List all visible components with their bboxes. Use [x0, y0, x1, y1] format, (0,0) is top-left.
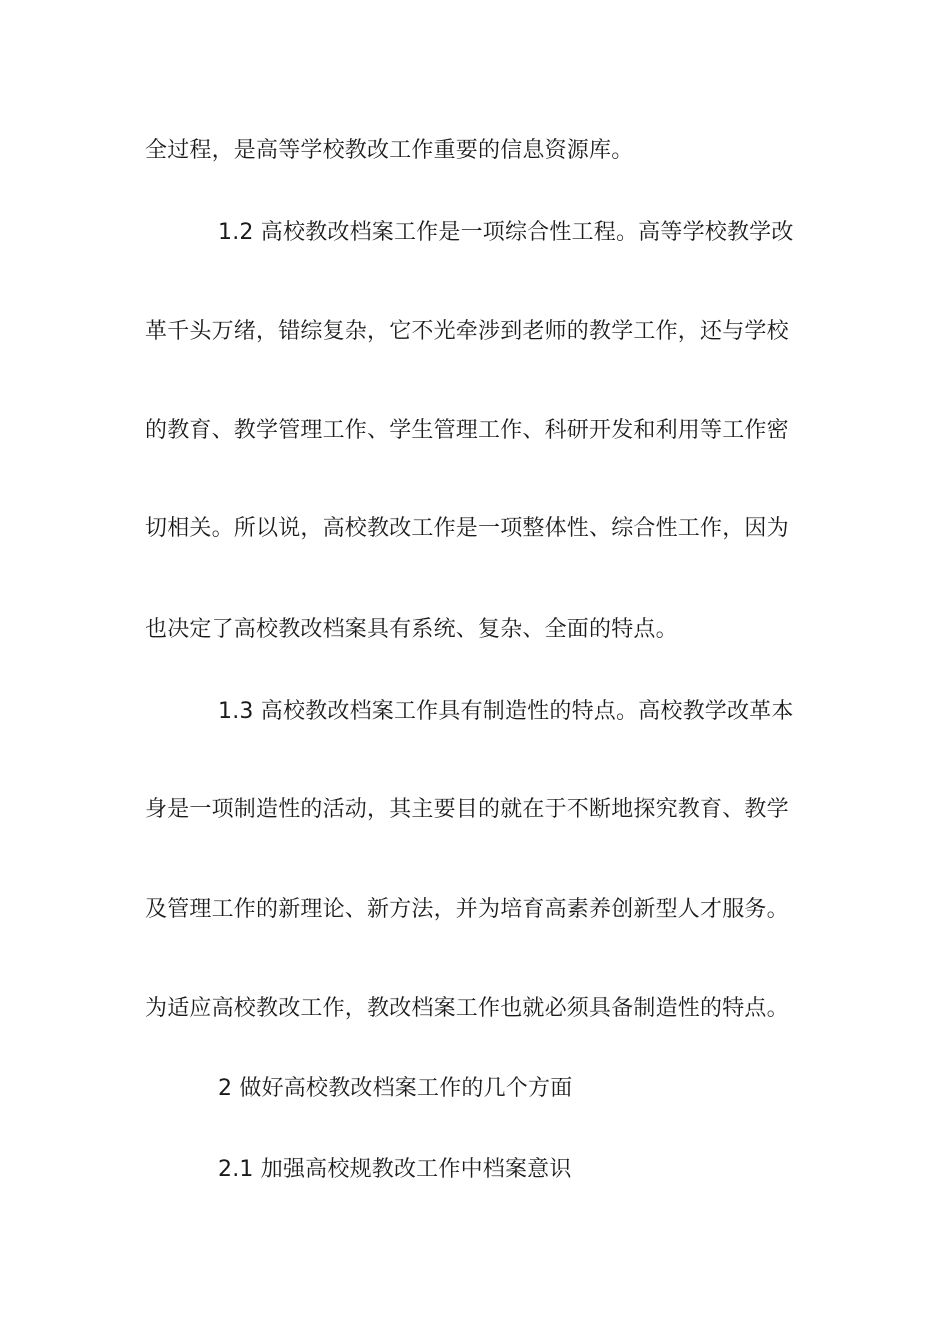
body-text-line: 全过程，是高等学校教改工作重要的信息资源库。 — [145, 138, 634, 163]
body-text-line: 切相关。所以说，高校教改工作是一项整体性、综合性工作，因为 — [145, 516, 789, 541]
body-text-line: 为适应高校教改工作，教改档案工作也就必须具备制造性的特点。 — [145, 996, 789, 1021]
body-text-line: 身是一项制造性的活动，其主要目的就在于不断地探究教育、教学 — [145, 797, 789, 822]
body-text-line: 及管理工作的新理论、新方法，并为培育高素养创新型人才服务。 — [145, 897, 789, 922]
section-1-3-heading-line: 1.3 高校教改档案工作具有制造性的特点。高校教学改革本 — [218, 699, 794, 724]
body-text-line: 革千头万绪，错综复杂，它不光牵涉到老师的教学工作，还与学校 — [145, 319, 789, 344]
section-2-heading: 2 做好高校教改档案工作的几个方面 — [218, 1076, 573, 1101]
section-2-1-heading: 2.1 加强高校规教改工作中档案意识 — [218, 1157, 572, 1182]
section-1-2-heading-line: 1.2 高校教改档案工作是一项综合性工程。高等学校教学改 — [218, 220, 794, 245]
body-text-line: 也决定了高校教改档案具有系统、复杂、全面的特点。 — [145, 617, 678, 642]
body-text-line: 的教育、教学管理工作、学生管理工作、科研开发和利用等工作密 — [145, 418, 789, 443]
